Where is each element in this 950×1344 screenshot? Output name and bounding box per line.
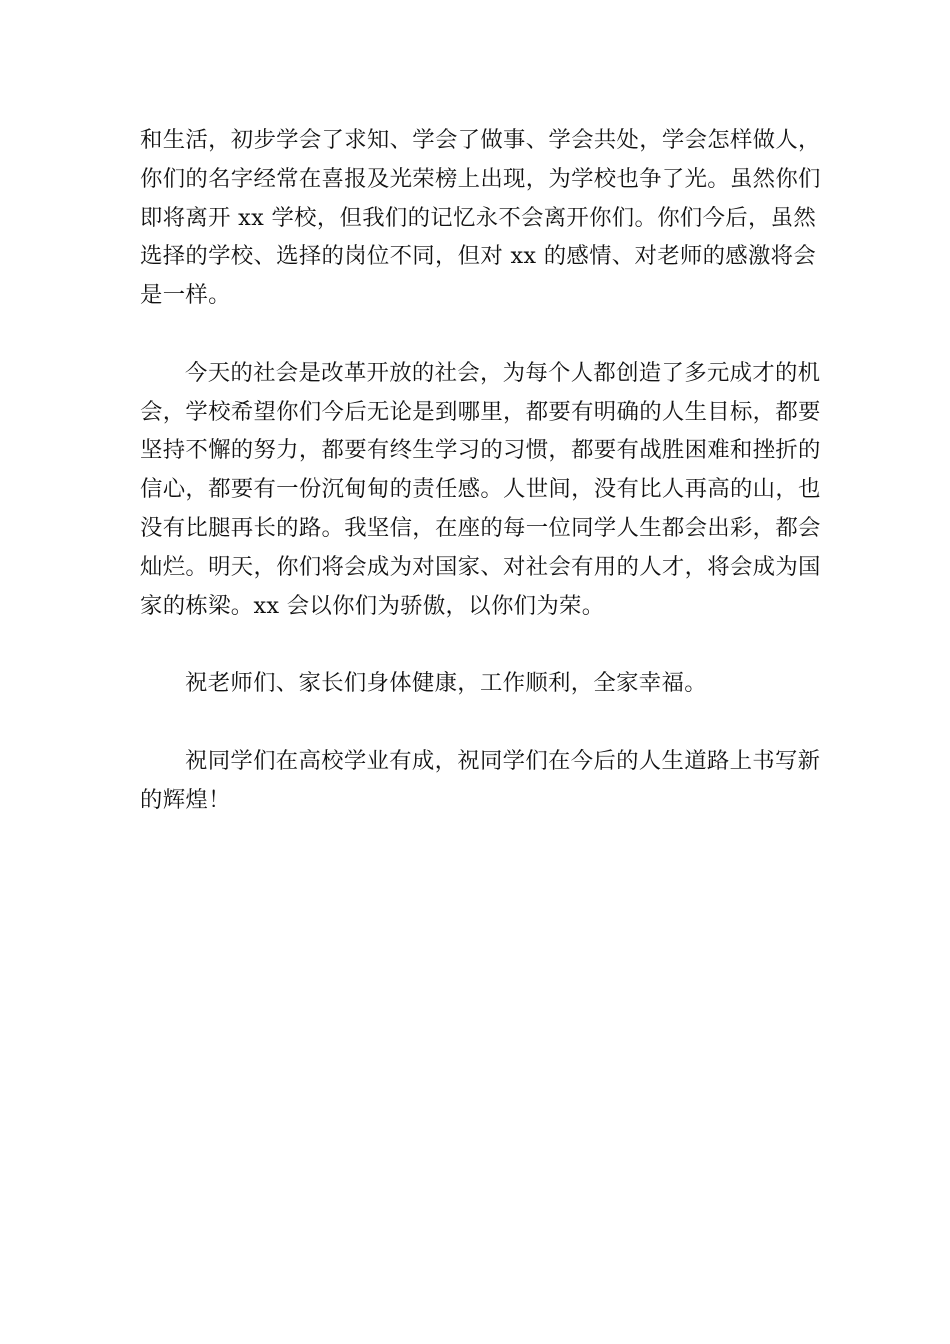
paragraph-line: 祝老师们、家长们身体健康，工作顺利，全家幸福。 — [185, 670, 707, 697]
paragraph-line: 祝同学们在高校学业有成，祝同学们在今后的人生道路上书写新 — [185, 747, 821, 774]
paragraph-3 — [140, 664, 820, 703]
paragraph-line: 的辉煌！ — [140, 786, 231, 813]
paragraph-line: 和生活，初步学会了求知、学会了做事、学会共处，学会怎样做人， — [140, 127, 821, 153]
paragraph-line: 选择的学校、选择的岗位不同，但对 xx 的感情、对老师的感激将会 — [140, 243, 817, 270]
paragraph-2 — [140, 354, 820, 626]
paragraph-line: 会，学校希望你们今后无论是到哪里，都要有明确的人生目标，都要 — [140, 398, 821, 425]
paragraph-line: 坚持不懈的努力，都要有终生学习的习惯，都要有战胜困难和挫折的 — [140, 437, 821, 464]
document-body — [140, 121, 820, 819]
paragraph-spacer — [140, 625, 820, 664]
paragraph-line: 即将离开 xx 学校，但我们的记忆永不会离开你们。你们今后，虽然 — [140, 204, 817, 231]
paragraph-line: 是一样。 — [140, 282, 231, 309]
paragraph-line: 今天的社会是改革开放的社会，为每个人都创造了多元成才的机 — [185, 359, 821, 386]
paragraph-4 — [140, 742, 820, 820]
paragraph-line: 灿烂。明天，你们将会成为对国家、对社会有用的人才，将会成为国 — [140, 553, 821, 580]
paragraph-line: 你们的名字经常在喜报及光荣榜上出现，为学校也争了光。虽然你们 — [140, 165, 821, 192]
paragraph-line: 没有比腿再长的路。我坚信，在座的每一位同学人生都会出彩，都会 — [140, 514, 821, 541]
paragraph-line: 家的栋梁。xx 会以你们为骄傲，以你们为荣。 — [140, 592, 605, 619]
paragraph-1 — [140, 121, 820, 315]
paragraph-spacer — [140, 315, 820, 354]
paragraph-line: 信心，都要有一份沉甸甸的责任感。人世间，没有比人再高的山，也 — [140, 476, 821, 503]
paragraph-spacer — [140, 703, 820, 742]
